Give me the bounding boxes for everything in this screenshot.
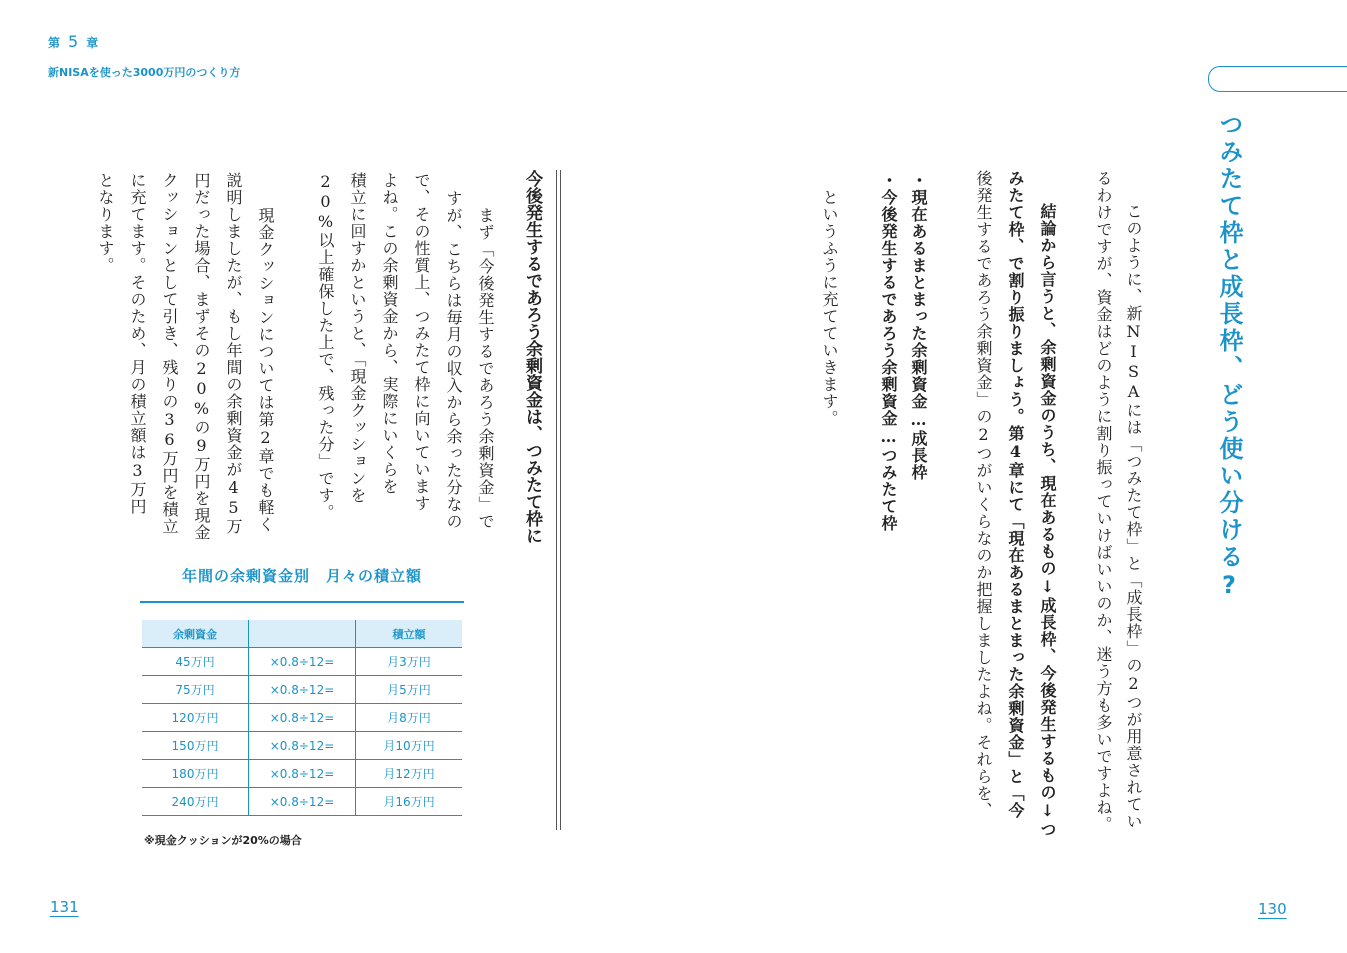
table-cell: 月3万円 (356, 648, 463, 676)
table-cell: 75万円 (142, 676, 249, 704)
body-line: このように、新NISAには「つみたて枠」と「成長枠」の2つが用意されてい (1124, 186, 1143, 830)
chapter-prefix: 第 (48, 36, 63, 50)
table-row (142, 648, 462, 676)
bullet-growth: ・現在あるまとまった余剰資金…成長枠 (909, 172, 928, 481)
table-row (142, 704, 462, 732)
chapter-number: 5 (68, 32, 81, 51)
body-line: に充てます。そのため、月の積立額は3万円 (128, 172, 147, 515)
body-line: 現金クッションについては第2章でも軽く (256, 190, 275, 533)
body-line: となります。 (96, 172, 115, 274)
table-cell: ×0.8÷12= (249, 676, 356, 704)
body-line: 円だった場合、まずその20%の9万円を現金 (192, 172, 211, 541)
body-line: るわけですが、資金はどのように割り振っていけばいいのか、迷う方も多いですよね。 (1094, 170, 1113, 833)
table-cell: ×0.8÷12= (249, 788, 356, 816)
body-line: 20%以上確保した上で、残った分」です。 (316, 172, 335, 521)
subheading: 今後発生するであろう余剰資金は、つみたて枠に (522, 170, 542, 544)
body-line: よね。この余剰資金から、実際にいくらを (380, 172, 399, 495)
rule (556, 170, 557, 830)
column-header: 積立額 (356, 620, 463, 648)
body-line: 説明しましたが、もし年間の余剰資金が45万 (224, 172, 243, 535)
chapter-suffix: 章 (86, 36, 101, 50)
page-number-left: 131 (50, 898, 79, 916)
table-cell: 45万円 (142, 648, 249, 676)
body-line: すが、こちらは毎月の収入から余った分なの (444, 190, 463, 530)
table-header-row (142, 620, 462, 648)
table-row (142, 676, 462, 704)
body-line: というふうに充てていきます。 (820, 172, 839, 427)
chapter-label (48, 32, 100, 51)
table-cell: 月8万円 (356, 704, 463, 732)
body-line: 後発生するであろう余剰資金」の2つがいくらなのか把握しましたよね。それらを、 (974, 170, 993, 819)
section-heading: つみたて枠と成長枠、どう使い分ける? (1215, 112, 1243, 602)
table-cell: 月10万円 (356, 732, 463, 760)
table-cell: ×0.8÷12= (249, 648, 356, 676)
book-subtitle: 新NISAを使った3000万円のつくり方 (48, 66, 241, 79)
body-line: まず「今後発生するであろう余剰資金」で (476, 190, 495, 530)
table-cell: 月16万円 (356, 788, 463, 816)
table-cell: 120万円 (142, 704, 249, 732)
table-cell: 150万円 (142, 732, 249, 760)
table-cell: ×0.8÷12= (249, 732, 356, 760)
table-title-rule (140, 601, 464, 603)
section-tab (1208, 66, 1347, 92)
body-line: 結論から言うと、余剰資金のうち、現在あるもの↓成長枠、今後発生するもの↓つ (1038, 186, 1057, 838)
body-line: クッションとして引き、残りの36万円を積立 (160, 172, 179, 535)
body-line: で、その性質上、つみたて枠に向いています (412, 172, 431, 512)
page-number-right: 130 (1258, 900, 1287, 918)
table-cell: ×0.8÷12= (249, 704, 356, 732)
table-cell: 240万円 (142, 788, 249, 816)
table-row (142, 732, 462, 760)
body-line: みたて枠、で割り振りましょう。第4章にて「現在あるまとまった余剰資金」と「今 (1006, 170, 1025, 819)
table-cell: ×0.8÷12= (249, 760, 356, 788)
table-cell: 180万円 (142, 760, 249, 788)
table-note: ※現金クッションが20%の場合 (144, 834, 302, 847)
table-cell: 月5万円 (356, 676, 463, 704)
table-row (142, 760, 462, 788)
column-header: 余剰資金 (142, 620, 249, 648)
table-cell: 月12万円 (356, 760, 463, 788)
bullet-tsumitate: ・今後発生するであろう余剰資金…つみたて枠 (879, 172, 898, 532)
savings-table (142, 620, 462, 816)
column-header (249, 620, 356, 648)
table-row (142, 788, 462, 816)
body-line: 積立に回すかというと、「現金クッションを (348, 172, 367, 504)
table-title: 年間の余剰資金別 月々の積立額 (181, 567, 422, 585)
rule (560, 170, 561, 830)
